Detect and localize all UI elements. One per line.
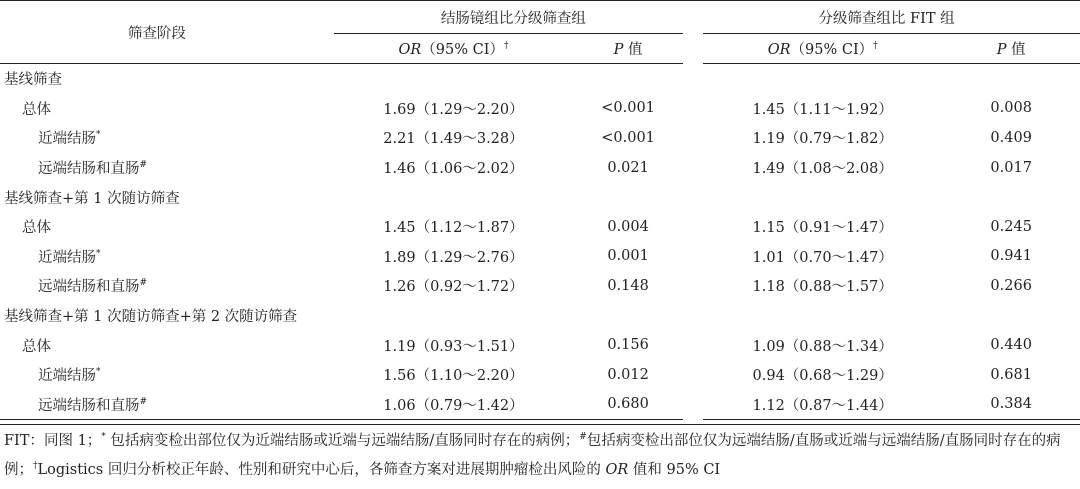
p-value-cell: 0.004	[607, 218, 649, 235]
p-value-cell: 0.008	[990, 100, 1032, 117]
p-value-cell: <0.001	[601, 100, 655, 117]
table-row	[0, 360, 1080, 390]
row-label: 总体	[22, 220, 51, 237]
or-ci-cell: 1.09（0.88～1.34）	[752, 338, 893, 355]
group2-header: 分级筛查组比 FIT 组	[818, 10, 955, 27]
section-row	[0, 182, 1080, 212]
section-title: 基线筛查+第 1 次随访筛查	[4, 190, 180, 207]
or-ci-cell: 1.01（0.70～1.47）	[752, 249, 893, 266]
table-row	[0, 123, 1080, 153]
or-header-1: OR（95% CI）†	[334, 34, 573, 64]
p-value-cell: 0.148	[607, 277, 649, 294]
row-label: 近端结肠*	[38, 130, 101, 148]
p-value-cell: 0.012	[607, 366, 649, 383]
group1-header: 结肠镜组比分级筛查组	[440, 10, 586, 27]
table-footnote: FIT：同图 1；* 包括病变检出部位仅为近端结肠或近端与远端结肠/直肠同时存在的病例；#包括病变检出部位仅为远端结肠/直肠或近端与远端结肠/直肠同时存在的病例；†Logistics 回归分析校正年龄、性别和研究中心后，各筛查方案对进展期肿瘤检出风险的 OR 值和 95% CI	[0, 424, 1080, 483]
p-value-cell: 0.680	[573, 390, 693, 420]
row-label: 远端结肠和直肠#	[0, 390, 334, 420]
or-header-2: OR（95% CI）†	[693, 34, 942, 64]
p-value-cell: 0.440	[990, 337, 1032, 354]
p-value-cell: 0.384	[942, 390, 1080, 420]
table-row	[0, 94, 1080, 124]
or-ci-cell: 1.46（1.06～2.02）	[383, 161, 524, 178]
row-label: 总体	[22, 101, 51, 118]
or-ci-cell: 1.45（1.11～1.92）	[752, 101, 893, 118]
table-row	[0, 153, 1080, 183]
or-ci-cell: 1.69（1.29～2.20）	[383, 101, 524, 118]
row-label: 近端结肠*	[38, 248, 101, 266]
or-ci-cell: 1.12（0.87～1.44）	[693, 390, 942, 420]
or-ci-cell: 1.18（0.88～1.57）	[752, 279, 893, 296]
row-label: 近端结肠*	[38, 367, 101, 385]
or-ci-cell: 0.94（0.68～1.29）	[752, 368, 893, 385]
p-value-cell: 0.021	[607, 159, 649, 176]
table-row	[0, 271, 1080, 301]
or-ci-cell: 1.26（0.92～1.72）	[383, 279, 524, 296]
or-ci-cell: 1.19（0.93～1.51）	[383, 338, 524, 355]
p-value-cell: 0.266	[990, 277, 1032, 294]
or-ci-cell: 1.15（0.91～1.47）	[752, 220, 893, 237]
section-row	[0, 64, 1080, 94]
p-header-2: P 值	[942, 34, 1080, 64]
p-value-cell: 0.681	[990, 366, 1032, 383]
p-value-cell: 0.245	[990, 218, 1032, 235]
or-ci-cell: 1.06（0.79～1.42）	[334, 390, 573, 420]
table-row	[0, 390, 1080, 420]
row-label: 总体	[22, 338, 51, 355]
p-value-cell: 0.001	[607, 248, 649, 265]
p-value-cell: <0.001	[601, 129, 655, 146]
section-title: 基线筛查	[4, 72, 62, 89]
p-value-cell: 0.941	[990, 248, 1032, 265]
table-row	[0, 330, 1080, 360]
p-value-cell: 0.409	[990, 129, 1032, 146]
or-ci-cell: 1.45（1.12～1.87）	[383, 220, 524, 237]
row-label: 远端结肠和直肠#	[38, 278, 148, 296]
or-ci-cell: 1.49（1.08～2.08）	[752, 161, 893, 178]
section-row	[0, 301, 1080, 331]
table-row	[0, 242, 1080, 272]
p-header-1: P 值	[573, 34, 693, 64]
stage-header: 筛查阶段	[0, 1, 334, 64]
p-value-cell: 0.017	[990, 159, 1032, 176]
p-value-cell: 0.156	[607, 337, 649, 354]
or-ci-cell: 2.21（1.49～3.28）	[383, 131, 524, 148]
row-label: 远端结肠和直肠#	[38, 160, 148, 178]
section-title: 基线筛查+第 1 次随访筛查+第 2 次随访筛查	[4, 309, 298, 326]
table-row	[0, 212, 1080, 242]
or-ci-cell: 1.19（0.79～1.82）	[752, 131, 893, 148]
or-ci-cell: 1.56（1.10～2.20）	[383, 368, 524, 385]
or-ci-cell: 1.89（1.29～2.76）	[383, 249, 524, 266]
